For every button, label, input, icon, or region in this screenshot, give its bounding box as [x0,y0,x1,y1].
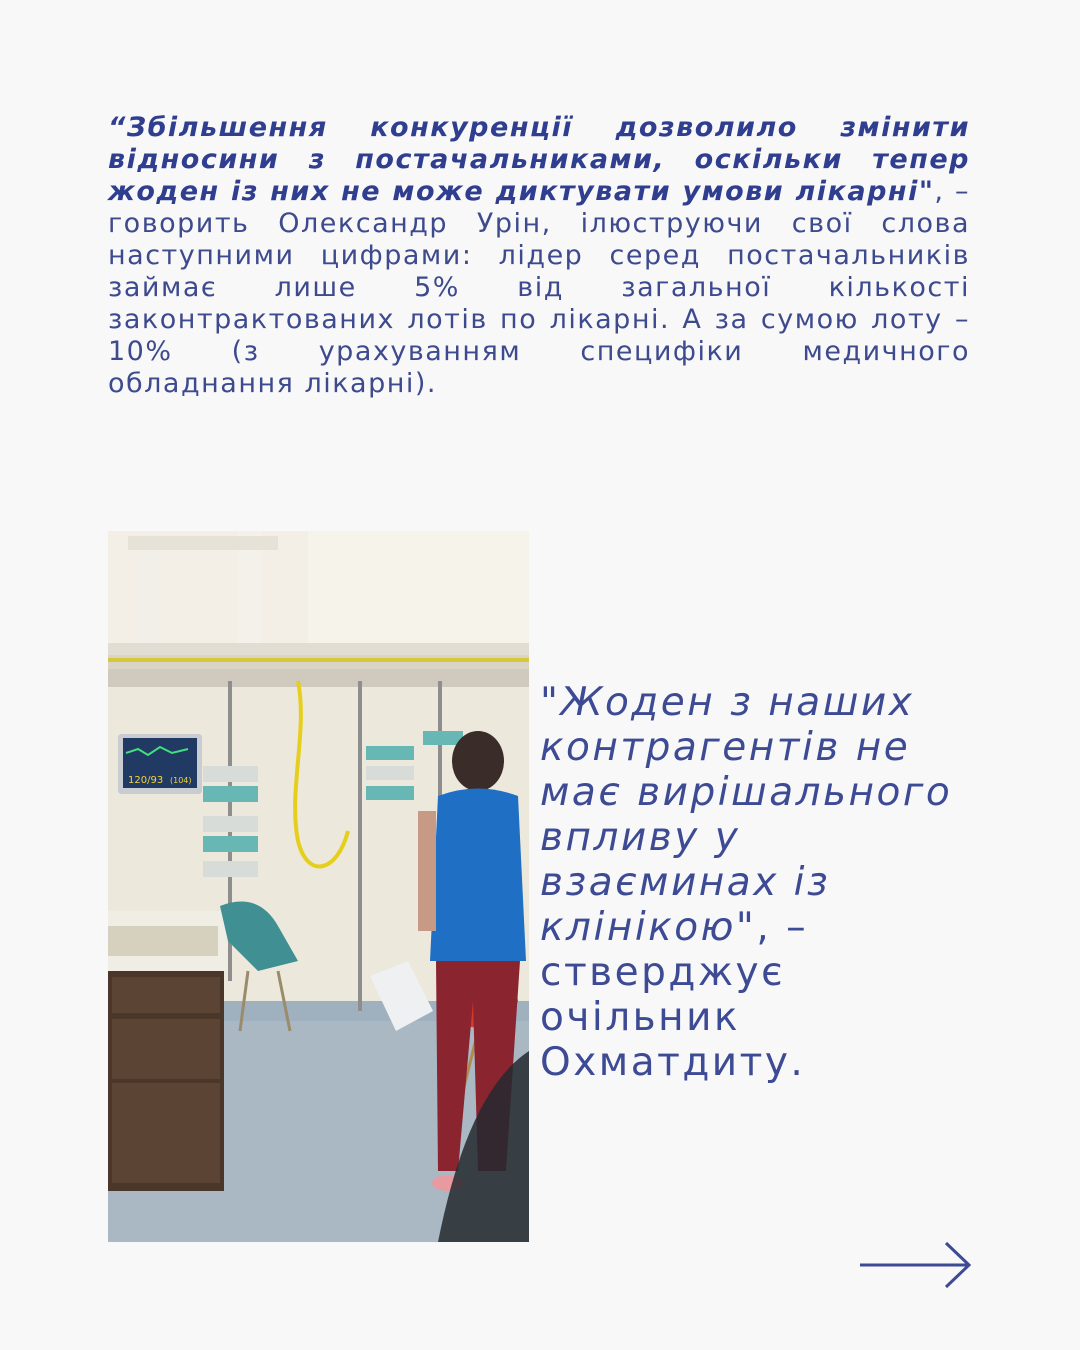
monitor-reading: 120/93 [128,775,164,786]
pull-quote-italic: "Жоден з наших контрагентів не має вирішального впливу у взаєминах із клінікою" [540,680,953,950]
monitor-reading-small: (104) [170,776,192,785]
intro-paragraph [108,112,970,400]
hospital-ward-photo [108,531,529,1242]
pull-quote-plain: , – стверджує очільник Охматдиту. [540,905,809,1085]
pull-quote [540,680,980,1085]
intro-quote: “Збільшення конкуренції дозволило змінити відносини з постачальниками, оскільки тепер жоден із них не може диктувати умови лікарні" [108,112,970,207]
intro-rest: , – говорить Олександр Урін, ілюструючи свої слова наступними цифрами: лідер серед постачальників займає лише 5% від загальної кількості законтрактованих лотів по лікарні. А за сумою лоту – 10% (з урахуванням специфіки медичного обладнання лікарні). [108,176,970,399]
arrow-right-icon [858,1240,974,1290]
next-slide-button[interactable] [858,1240,974,1290]
